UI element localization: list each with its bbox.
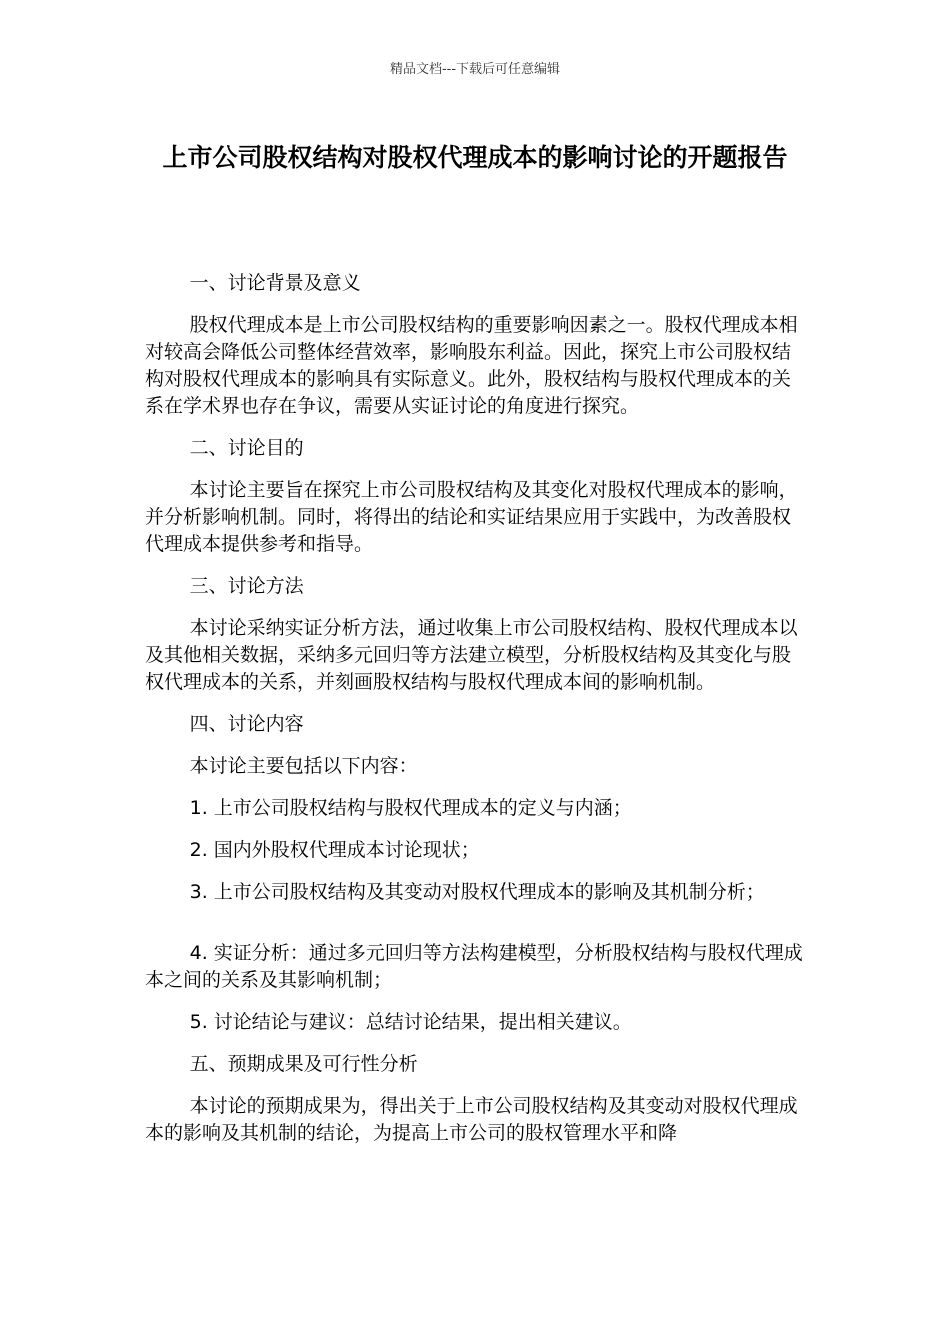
list-item-5: 5. 讨论结论与建议：总结讨论结果，提出相关建议。 bbox=[189, 1011, 632, 1033]
paragraph-outcomes: 本讨论的预期成果为，得出关于上市公司股权结构及其变动对股权代理成本的影响及其机制的结论，为提高上市公司的股权管理水平和降 bbox=[145, 1095, 798, 1144]
section-heading-method: 三、讨论方法 bbox=[189, 575, 304, 597]
paragraph-background: 股权代理成本是上市公司股权结构的重要影响因素之一。股权代理成本相对较高会降低公司整体经营效率，影响股东利益。因此，探究上市公司股权结构对股权代理成本的影响具有实际意义。此外，股权结构与股权代理成本的关系在学术界也存在争议，需要从实证讨论的角度进行探究。 bbox=[145, 314, 798, 417]
header-note: 精品文档---下载后可任意编辑 bbox=[389, 62, 561, 77]
paragraph-method: 本讨论采纳实证分析方法，通过收集上市公司股权结构、股权代理成本以及其他相关数据，采纳多元回归等方法建立模型，分析股权结构及其变化与股权代理成本的关系，并刻画股权结构与股权代理成本间的影响机制。 bbox=[145, 617, 798, 693]
section-heading-content: 四、讨论内容 bbox=[189, 713, 304, 735]
paragraph-purpose: 本讨论主要旨在探究上市公司股权结构及其变化对股权代理成本的影响，并分析影响机制。同时，将得出的结论和实证结果应用于实践中，为改善股权代理成本提供参考和指导。 bbox=[145, 479, 798, 555]
document-title: 上市公司股权结构对股权代理成本的影响讨论的开题报告 bbox=[162, 143, 788, 172]
list-item-3: 3. 上市公司股权结构及其变动对股权代理成本的影响及其机制分析； bbox=[189, 881, 765, 903]
section-heading-purpose: 二、讨论目的 bbox=[189, 437, 304, 459]
list-item-2: 2. 国内外股权代理成本讨论现状； bbox=[189, 839, 480, 861]
section-heading-outcomes: 五、预期成果及可行性分析 bbox=[189, 1053, 418, 1075]
paragraph-content-intro: 本讨论主要包括以下内容： bbox=[189, 755, 418, 777]
section-heading-background: 一、讨论背景及意义 bbox=[189, 272, 361, 294]
list-item-4: 4. 实证分析：通过多元回归等方法构建模型，分析股权结构与股权代理成本之间的关系及其影响机制； bbox=[145, 942, 803, 991]
list-item-1: 1. 上市公司股权结构与股权代理成本的定义与内涵； bbox=[189, 797, 632, 819]
document-body bbox=[145, 270, 805, 1147]
